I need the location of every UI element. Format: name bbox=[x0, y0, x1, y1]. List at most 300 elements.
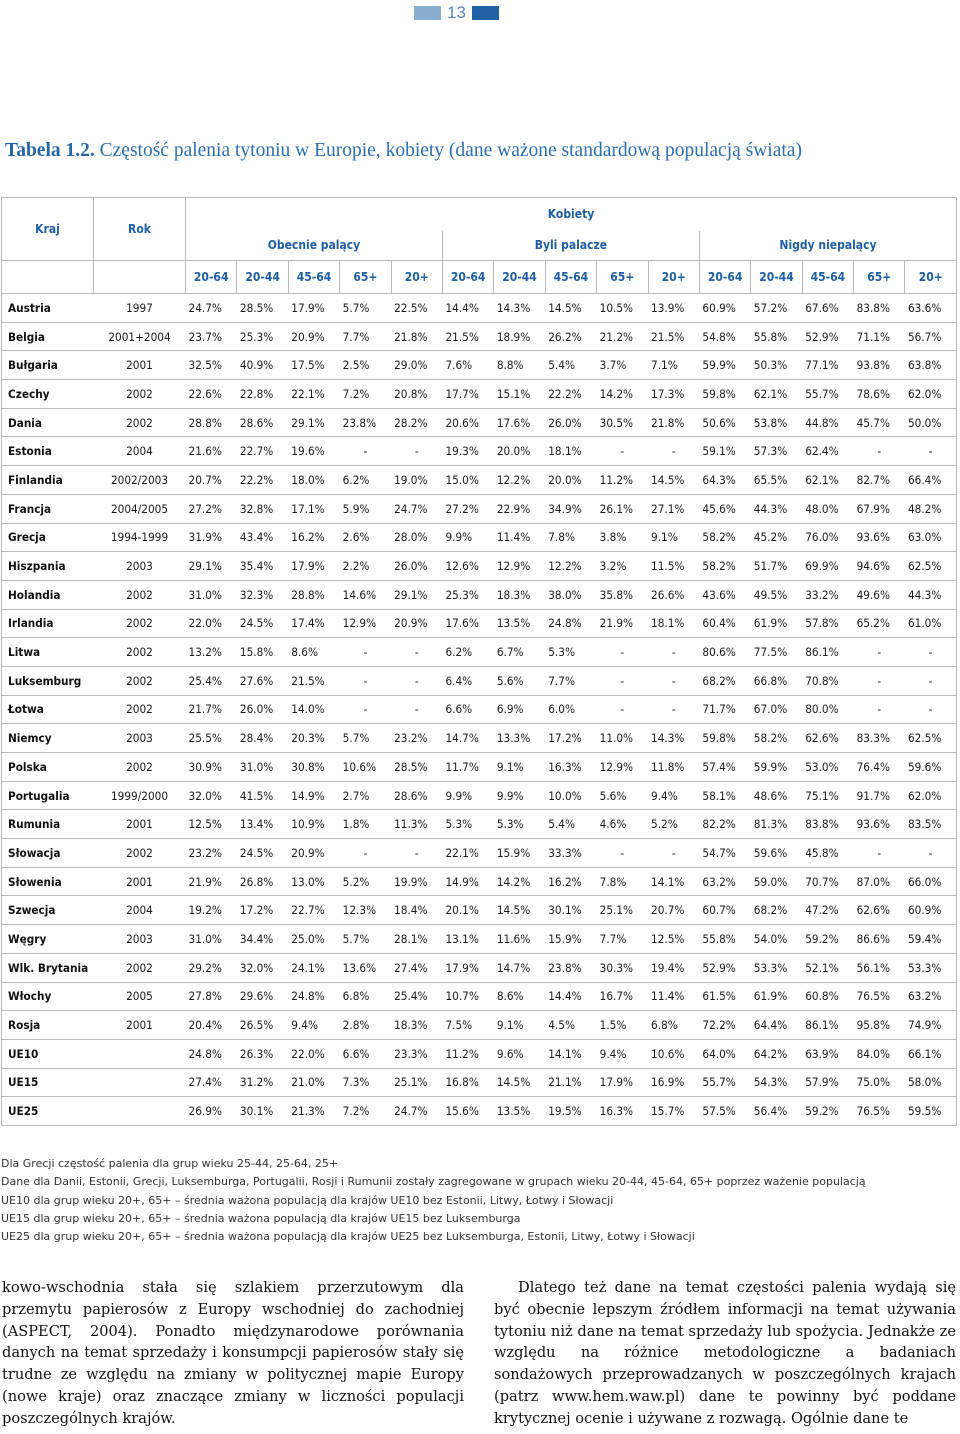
value-cell: 18.3% bbox=[494, 580, 545, 609]
value-cell: 53.0% bbox=[802, 753, 853, 782]
value-cell: 53.3% bbox=[905, 953, 957, 982]
value-cell: - bbox=[391, 666, 442, 695]
value-cell: 6.2% bbox=[442, 638, 493, 667]
value-cell: 16.7% bbox=[597, 982, 648, 1011]
value-cell: 52.1% bbox=[802, 953, 853, 982]
country-cell: Austria bbox=[2, 294, 94, 323]
note: UE25 dla grup wieku 20+, 65+ – średnia ważona populacją dla krajów UE25 bez Luksemburga, Estonii, Litwy, Łotwy i Słowacji bbox=[1, 1230, 695, 1244]
value-cell: - bbox=[648, 695, 699, 724]
value-cell: 26.6% bbox=[648, 580, 699, 609]
value-cell: 67.9% bbox=[854, 494, 905, 523]
value-cell: 30.3% bbox=[597, 953, 648, 982]
value-cell: 29.1% bbox=[391, 580, 442, 609]
value-cell: 16.2% bbox=[545, 867, 596, 896]
value-cell: 26.0% bbox=[237, 695, 288, 724]
value-cell: 16.8% bbox=[442, 1068, 493, 1097]
value-cell: 20.6% bbox=[442, 408, 493, 437]
value-cell: 60.9% bbox=[699, 294, 750, 323]
country-cell: Belgia bbox=[2, 322, 94, 351]
value-cell: 12.5% bbox=[648, 925, 699, 954]
country-cell: Niemcy bbox=[2, 724, 94, 753]
value-cell: 48.0% bbox=[802, 494, 853, 523]
value-cell: 62.1% bbox=[751, 380, 802, 409]
value-cell: 45.7% bbox=[854, 408, 905, 437]
value-cell: 58.1% bbox=[699, 781, 750, 810]
value-cell: 44.3% bbox=[905, 580, 957, 609]
value-cell: 18.1% bbox=[545, 437, 596, 466]
country-cell: Słowenia bbox=[2, 867, 94, 896]
value-cell: 17.3% bbox=[648, 380, 699, 409]
note: UE15 dla grup wieku 20+, 65+ – średnia ważona populacją dla krajów UE15 bez Luksemburga bbox=[1, 1211, 521, 1225]
value-cell: 22.0% bbox=[186, 609, 237, 638]
value-cell: 76.5% bbox=[854, 1097, 905, 1126]
value-cell: 23.3% bbox=[391, 1039, 442, 1068]
value-cell: 66.1% bbox=[905, 1039, 957, 1068]
value-cell: 77.1% bbox=[802, 351, 853, 380]
value-cell: 7.7% bbox=[340, 322, 391, 351]
value-cell: - bbox=[905, 695, 957, 724]
value-cell: 15.9% bbox=[545, 925, 596, 954]
value-cell: - bbox=[391, 437, 442, 466]
value-cell: 14.5% bbox=[494, 1068, 545, 1097]
value-cell: 55.8% bbox=[751, 322, 802, 351]
value-cell: 57.2% bbox=[751, 294, 802, 323]
value-cell: 14.6% bbox=[340, 580, 391, 609]
value-cell: 83.3% bbox=[854, 724, 905, 753]
value-cell: 24.1% bbox=[288, 953, 339, 982]
value-cell: 21.5% bbox=[288, 666, 339, 695]
value-cell: 17.5% bbox=[288, 351, 339, 380]
value-cell: 14.7% bbox=[494, 953, 545, 982]
header-current-smokers: Obecnie palący bbox=[186, 231, 443, 261]
value-cell: 7.3% bbox=[340, 1068, 391, 1097]
value-cell: 11.0% bbox=[597, 724, 648, 753]
value-cell: 12.2% bbox=[494, 466, 545, 495]
value-cell: 23.2% bbox=[391, 724, 442, 753]
country-cell: Łotwa bbox=[2, 695, 94, 724]
value-cell: 55.8% bbox=[699, 925, 750, 954]
value-cell: 63.0% bbox=[905, 523, 957, 552]
value-cell: 76.5% bbox=[854, 982, 905, 1011]
value-cell: 22.1% bbox=[442, 839, 493, 868]
value-cell: 13.9% bbox=[648, 294, 699, 323]
value-cell: 21.9% bbox=[597, 609, 648, 638]
table-row bbox=[2, 638, 957, 667]
value-cell: 38.0% bbox=[545, 580, 596, 609]
year-cell: 2003 bbox=[94, 552, 186, 581]
value-cell: 57.4% bbox=[699, 753, 750, 782]
value-cell: 14.1% bbox=[545, 1039, 596, 1068]
table-row bbox=[2, 437, 957, 466]
value-cell: 56.7% bbox=[905, 322, 957, 351]
table-row bbox=[2, 408, 957, 437]
value-cell: 6.8% bbox=[340, 982, 391, 1011]
value-cell: 5.3% bbox=[545, 638, 596, 667]
year-cell: 2002 bbox=[94, 666, 186, 695]
value-cell: 49.5% bbox=[751, 580, 802, 609]
value-cell: 59.4% bbox=[905, 925, 957, 954]
table-row bbox=[2, 867, 957, 896]
value-cell: 17.7% bbox=[442, 380, 493, 409]
table-row bbox=[2, 580, 957, 609]
value-cell: 22.6% bbox=[186, 380, 237, 409]
value-cell: 14.3% bbox=[648, 724, 699, 753]
country-cell: Finlandia bbox=[2, 466, 94, 495]
value-cell: 58.2% bbox=[751, 724, 802, 753]
value-cell: 27.4% bbox=[391, 953, 442, 982]
value-cell: 45.6% bbox=[699, 494, 750, 523]
value-cell: 70.7% bbox=[802, 867, 853, 896]
value-cell: 62.6% bbox=[802, 724, 853, 753]
value-cell: 8.6% bbox=[494, 982, 545, 1011]
value-cell: 70.8% bbox=[802, 666, 853, 695]
value-cell: 13.3% bbox=[494, 724, 545, 753]
value-cell: 21.9% bbox=[186, 867, 237, 896]
value-cell: 17.9% bbox=[597, 1068, 648, 1097]
note: Dane dla Danii, Estonii, Grecji, Luksemburga, Portugalii, Rosji i Rumunii zostały zagregowane w grupach wieku 20-44, 45-64, 65+ poprzez ważenie populacją bbox=[1, 1175, 866, 1189]
value-cell: 26.8% bbox=[237, 867, 288, 896]
value-cell: 21.2% bbox=[597, 322, 648, 351]
value-cell: 26.9% bbox=[186, 1097, 237, 1126]
value-cell: 6.8% bbox=[648, 1011, 699, 1040]
table-row bbox=[2, 494, 957, 523]
value-cell: - bbox=[597, 695, 648, 724]
value-cell: 9.1% bbox=[494, 1011, 545, 1040]
value-cell: 75.1% bbox=[802, 781, 853, 810]
value-cell: 19.5% bbox=[545, 1097, 596, 1126]
value-cell: 11.8% bbox=[648, 753, 699, 782]
value-cell: 10.6% bbox=[340, 753, 391, 782]
value-cell: 22.9% bbox=[494, 494, 545, 523]
value-cell: 20.3% bbox=[288, 724, 339, 753]
country-cell: Polska bbox=[2, 753, 94, 782]
value-cell: 7.5% bbox=[442, 1011, 493, 1040]
year-cell bbox=[94, 1068, 186, 1097]
header-age-group: 45-64 bbox=[288, 261, 339, 294]
value-cell: 2.8% bbox=[340, 1011, 391, 1040]
value-cell: 9.9% bbox=[442, 781, 493, 810]
table-row bbox=[2, 552, 957, 581]
value-cell: 10.0% bbox=[545, 781, 596, 810]
table-row bbox=[2, 609, 957, 638]
table-row bbox=[2, 380, 957, 409]
value-cell: 55.7% bbox=[802, 380, 853, 409]
country-cell: Holandia bbox=[2, 580, 94, 609]
country-cell: Francja bbox=[2, 494, 94, 523]
value-cell: 83.8% bbox=[802, 810, 853, 839]
value-cell: 21.6% bbox=[186, 437, 237, 466]
table-row bbox=[2, 896, 957, 925]
year-cell: 2003 bbox=[94, 925, 186, 954]
value-cell: 95.8% bbox=[854, 1011, 905, 1040]
value-cell: - bbox=[340, 437, 391, 466]
header-age-group: 65+ bbox=[854, 261, 905, 294]
value-cell: 12.9% bbox=[340, 609, 391, 638]
country-cell: Hiszpania bbox=[2, 552, 94, 581]
value-cell: 3.2% bbox=[597, 552, 648, 581]
value-cell: - bbox=[905, 437, 957, 466]
value-cell: 66.4% bbox=[905, 466, 957, 495]
value-cell: 57.8% bbox=[802, 609, 853, 638]
year-cell: 2002 bbox=[94, 408, 186, 437]
value-cell: 63.8% bbox=[905, 351, 957, 380]
table-row bbox=[2, 810, 957, 839]
value-cell: 23.2% bbox=[186, 839, 237, 868]
value-cell: 43.6% bbox=[699, 580, 750, 609]
value-cell: 11.2% bbox=[442, 1039, 493, 1068]
value-cell: 13.5% bbox=[494, 1097, 545, 1126]
value-cell: 29.0% bbox=[391, 351, 442, 380]
value-cell: 58.2% bbox=[699, 523, 750, 552]
value-cell: - bbox=[648, 638, 699, 667]
header-age-group: 20+ bbox=[391, 261, 442, 294]
year-cell: 2001 bbox=[94, 1011, 186, 1040]
value-cell: - bbox=[391, 839, 442, 868]
value-cell: 62.5% bbox=[905, 724, 957, 753]
value-cell: 13.5% bbox=[494, 609, 545, 638]
value-cell: 32.0% bbox=[186, 781, 237, 810]
country-cell: Czechy bbox=[2, 380, 94, 409]
value-cell: 74.9% bbox=[905, 1011, 957, 1040]
value-cell: 27.1% bbox=[648, 494, 699, 523]
header-blank-country bbox=[2, 261, 94, 294]
year-cell: 2002 bbox=[94, 638, 186, 667]
note: Dla Grecji częstość palenia dla grup wieku 25-44, 25-64, 25+ bbox=[1, 1157, 339, 1170]
value-cell: 7.8% bbox=[597, 867, 648, 896]
table-row bbox=[2, 523, 957, 552]
note: UE10 dla grup wieku 20+, 65+ – średnia ważona populacją dla krajów UE10 bez Estonii, Litwy, Łotwy i Słowacji bbox=[1, 1193, 614, 1207]
year-cell: 2001+2004 bbox=[94, 322, 186, 351]
value-cell: 29.6% bbox=[237, 982, 288, 1011]
value-cell: 31.2% bbox=[237, 1068, 288, 1097]
value-cell: 62.0% bbox=[905, 781, 957, 810]
year-cell: 2002 bbox=[94, 753, 186, 782]
value-cell: 62.6% bbox=[854, 896, 905, 925]
table-row bbox=[2, 695, 957, 724]
value-cell: 11.4% bbox=[494, 523, 545, 552]
value-cell: 5.7% bbox=[340, 724, 391, 753]
value-cell: 4.6% bbox=[597, 810, 648, 839]
value-cell: 5.9% bbox=[340, 494, 391, 523]
value-cell: 10.5% bbox=[597, 294, 648, 323]
header-age-group: 20+ bbox=[905, 261, 957, 294]
value-cell: 28.8% bbox=[186, 408, 237, 437]
value-cell: 5.7% bbox=[340, 925, 391, 954]
year-cell: 2003 bbox=[94, 724, 186, 753]
header-former-smokers: Byli palacze bbox=[442, 231, 699, 261]
value-cell: 23.7% bbox=[186, 322, 237, 351]
value-cell: 27.6% bbox=[237, 666, 288, 695]
year-cell: 2002 bbox=[94, 609, 186, 638]
value-cell: 9.4% bbox=[648, 781, 699, 810]
body-text-left: kowo-wschodnia stała się szlakiem przerzutowym dla przemytu papierosów z Europy wschodniej do zachodniej (ASPECT, 2004). Ponadto międzynarodowe porównania danych na temat sprzedaży i konsumpcji papierosów stały się trudne ze względu na zmiany w politycznej mapie Europy (nowe kraje) oraz znaczące zmiany w liczności populacji poszczególnych krajów. bbox=[2, 1279, 464, 1427]
value-cell: 25.0% bbox=[288, 925, 339, 954]
value-cell: 7.2% bbox=[340, 380, 391, 409]
header-age-group: 65+ bbox=[597, 261, 648, 294]
value-cell: 11.7% bbox=[442, 753, 493, 782]
value-cell: 63.2% bbox=[905, 982, 957, 1011]
value-cell: 31.0% bbox=[237, 753, 288, 782]
value-cell: 93.8% bbox=[854, 351, 905, 380]
value-cell: 59.8% bbox=[699, 724, 750, 753]
value-cell: 30.8% bbox=[288, 753, 339, 782]
year-cell: 2002 bbox=[94, 580, 186, 609]
value-cell: 71.7% bbox=[699, 695, 750, 724]
value-cell: 76.0% bbox=[802, 523, 853, 552]
page-number: 13 bbox=[447, 3, 466, 22]
value-cell: 7.2% bbox=[340, 1097, 391, 1126]
value-cell: 69.9% bbox=[802, 552, 853, 581]
value-cell: 9.4% bbox=[597, 1039, 648, 1068]
country-cell: Grecja bbox=[2, 523, 94, 552]
value-cell: 55.7% bbox=[699, 1068, 750, 1097]
country-cell: Rumunia bbox=[2, 810, 94, 839]
value-cell: 6.7% bbox=[494, 638, 545, 667]
country-cell: Estonia bbox=[2, 437, 94, 466]
value-cell: 6.6% bbox=[442, 695, 493, 724]
table-title bbox=[5, 140, 955, 162]
country-cell: Portugalia bbox=[2, 781, 94, 810]
value-cell: 62.4% bbox=[802, 437, 853, 466]
value-cell: 14.1% bbox=[648, 867, 699, 896]
value-cell: 58.0% bbox=[905, 1068, 957, 1097]
value-cell: - bbox=[648, 437, 699, 466]
value-cell: 27.2% bbox=[442, 494, 493, 523]
country-cell: Rosja bbox=[2, 1011, 94, 1040]
table-row bbox=[2, 1011, 957, 1040]
page-number-bar-left bbox=[414, 6, 441, 20]
body-text-right: Dlatego też dane na temat częstości palenia wydają się być obecnie lepszym źródłem informacji na temat używania tytoniu niż dane na temat sprzedaży lub spożycia. Jednakże ze względu na różnice metodologiczne a badaniach sondażowych przeprowadzanych w poszczególnych krajach (patrz www.hem.waw.pl) dane te powinny być poddane krytycznej ocenie i używane z rozwagą. Ogólnie dane te bbox=[494, 1279, 956, 1427]
value-cell: 59.2% bbox=[802, 925, 853, 954]
table-title-label: Tabela 1.2. bbox=[5, 140, 95, 161]
value-cell: 7.1% bbox=[648, 351, 699, 380]
value-cell: 14.4% bbox=[442, 294, 493, 323]
value-cell: 61.9% bbox=[751, 982, 802, 1011]
value-cell: 15.1% bbox=[494, 380, 545, 409]
value-cell: 11.4% bbox=[648, 982, 699, 1011]
value-cell: 31.0% bbox=[186, 925, 237, 954]
year-cell: 2004 bbox=[94, 896, 186, 925]
value-cell: 20.9% bbox=[288, 839, 339, 868]
value-cell: 53.3% bbox=[751, 953, 802, 982]
value-cell: 8.8% bbox=[494, 351, 545, 380]
header-never-smokers: Nigdy niepalący bbox=[699, 231, 956, 261]
value-cell: 40.9% bbox=[237, 351, 288, 380]
value-cell: - bbox=[648, 666, 699, 695]
value-cell: 26.5% bbox=[237, 1011, 288, 1040]
value-cell: 17.1% bbox=[288, 494, 339, 523]
value-cell: - bbox=[597, 437, 648, 466]
value-cell: 33.3% bbox=[545, 839, 596, 868]
value-cell: 22.2% bbox=[545, 380, 596, 409]
value-cell: 28.1% bbox=[391, 925, 442, 954]
header-age-group: 20-64 bbox=[442, 261, 493, 294]
table-row bbox=[2, 753, 957, 782]
value-cell: 54.7% bbox=[699, 839, 750, 868]
year-cell: 2001 bbox=[94, 810, 186, 839]
value-cell: 7.7% bbox=[597, 925, 648, 954]
value-cell: 19.2% bbox=[186, 896, 237, 925]
value-cell: 7.7% bbox=[545, 666, 596, 695]
value-cell: 21.3% bbox=[288, 1097, 339, 1126]
value-cell: 29.2% bbox=[186, 953, 237, 982]
value-cell: 30.9% bbox=[186, 753, 237, 782]
header-women: Kobiety bbox=[186, 198, 957, 231]
year-cell: 2002 bbox=[94, 839, 186, 868]
value-cell: 21.8% bbox=[648, 408, 699, 437]
value-cell: 3.7% bbox=[597, 351, 648, 380]
value-cell: - bbox=[854, 839, 905, 868]
value-cell: 22.7% bbox=[237, 437, 288, 466]
header-age-group: 20-44 bbox=[494, 261, 545, 294]
value-cell: 6.4% bbox=[442, 666, 493, 695]
country-cell: Litwa bbox=[2, 638, 94, 667]
value-cell: 28.0% bbox=[391, 523, 442, 552]
table-row bbox=[2, 1068, 957, 1097]
value-cell: 28.5% bbox=[237, 294, 288, 323]
value-cell: 9.9% bbox=[494, 781, 545, 810]
value-cell: 18.1% bbox=[648, 609, 699, 638]
value-cell: 44.8% bbox=[802, 408, 853, 437]
value-cell: 13.1% bbox=[442, 925, 493, 954]
value-cell: 14.2% bbox=[597, 380, 648, 409]
value-cell: 17.4% bbox=[288, 609, 339, 638]
year-cell: 2002 bbox=[94, 953, 186, 982]
value-cell: 48.6% bbox=[751, 781, 802, 810]
value-cell: 59.1% bbox=[699, 437, 750, 466]
value-cell: 2.6% bbox=[340, 523, 391, 552]
value-cell: 10.9% bbox=[288, 810, 339, 839]
header-age-group: 20-44 bbox=[751, 261, 802, 294]
value-cell: 5.6% bbox=[597, 781, 648, 810]
table-notes bbox=[1, 1155, 956, 1246]
value-cell: 21.1% bbox=[545, 1068, 596, 1097]
year-cell: 1994-1999 bbox=[94, 523, 186, 552]
value-cell: 59.6% bbox=[905, 753, 957, 782]
value-cell: 28.4% bbox=[237, 724, 288, 753]
value-cell: 15.9% bbox=[494, 839, 545, 868]
smoking-table bbox=[1, 197, 957, 1126]
value-cell: 24.5% bbox=[237, 609, 288, 638]
value-cell: 30.1% bbox=[237, 1097, 288, 1126]
value-cell: 44.3% bbox=[751, 494, 802, 523]
value-cell: 52.9% bbox=[802, 322, 853, 351]
value-cell: 51.7% bbox=[751, 552, 802, 581]
value-cell: 2.7% bbox=[340, 781, 391, 810]
table-row bbox=[2, 925, 957, 954]
value-cell: 71.1% bbox=[854, 322, 905, 351]
header-age-group: 20-44 bbox=[237, 261, 288, 294]
country-cell: Wlk. Brytania bbox=[2, 953, 94, 982]
value-cell: 5.7% bbox=[340, 294, 391, 323]
value-cell: 24.8% bbox=[545, 609, 596, 638]
value-cell: - bbox=[854, 437, 905, 466]
value-cell: 56.1% bbox=[854, 953, 905, 982]
value-cell: 31.0% bbox=[186, 580, 237, 609]
value-cell: 9.9% bbox=[442, 523, 493, 552]
value-cell: 11.5% bbox=[648, 552, 699, 581]
value-cell: 83.8% bbox=[854, 294, 905, 323]
value-cell: 16.2% bbox=[288, 523, 339, 552]
value-cell: 16.3% bbox=[597, 1097, 648, 1126]
value-cell: 35.4% bbox=[237, 552, 288, 581]
value-cell: 30.1% bbox=[545, 896, 596, 925]
value-cell: 59.9% bbox=[699, 351, 750, 380]
value-cell: 60.9% bbox=[905, 896, 957, 925]
table-row bbox=[2, 982, 957, 1011]
value-cell: 24.7% bbox=[391, 494, 442, 523]
value-cell: 12.9% bbox=[597, 753, 648, 782]
